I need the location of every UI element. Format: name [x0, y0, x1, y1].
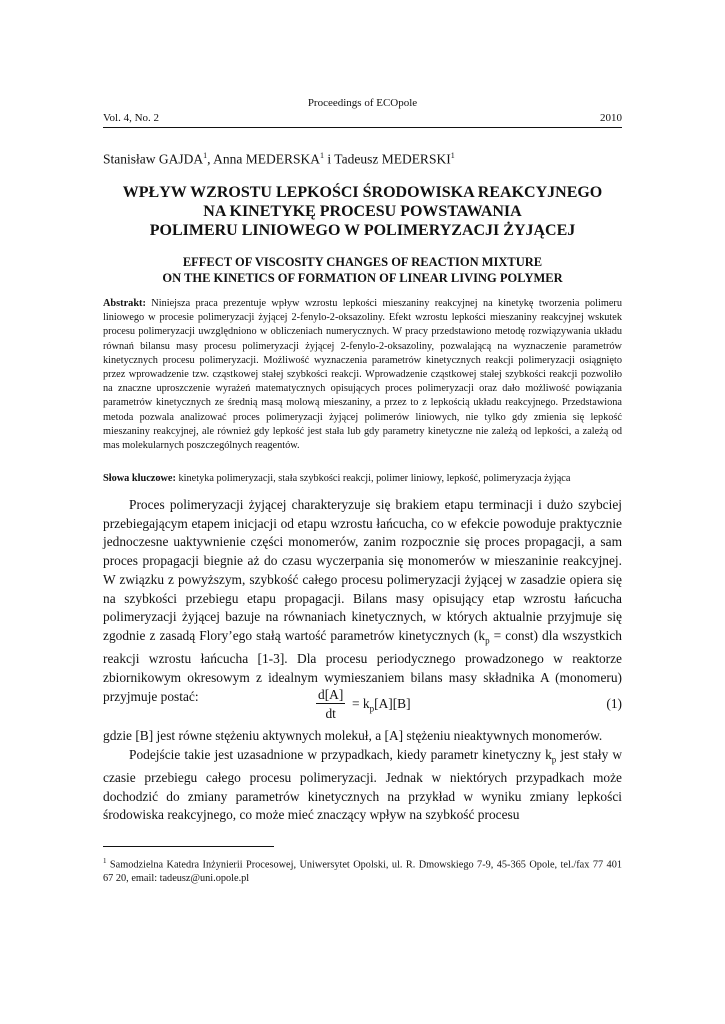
author-3-affiliation: 1	[450, 151, 455, 160]
paragraph	[103, 496, 622, 706]
author-separator: i	[324, 151, 335, 167]
author-2: Anna MEDERSKA	[213, 151, 321, 167]
title-polish	[103, 183, 622, 240]
paragraph-text: jest stały w czasie przebiegu całego procesu polimeryzacji. Jednak w niektórych przypadkach może dochodzić do zmiany parametrów kinetycznych na przykład w wyniku zmiany lepkości środowiska reakcyjnego, co może mieć znaczący wpływ na szybkość procesu	[103, 746, 622, 823]
title-polish-line: WPŁYW WZROSTU LEPKOŚCI ŚRODOWISKA REAKCYJNEGO	[122, 184, 603, 201]
subscript: p	[551, 754, 557, 765]
paragraph	[103, 746, 622, 825]
abstract-label: Abstrakt:	[103, 298, 146, 309]
abstract-text: Niniejsza praca prezentuje wpływ wzrostu lepkości mieszaniny reakcyjnej na kinetykę tworzenia polimeru liniowego w procesie polimeryzacji żyjącej 2-fenylo-2-oksazoliny. Efekt wzrostu lepkości mieszaniny reakcyjnej wskutek procesu polimeryzacji uwzględniono w obliczeniach numerycznych. W pracy przedstawiono metodę rozwiązywania układu równań bilansu masy procesu polimeryzacji żyjącej 2-fenylo-2-oksazoliny, pozwalającą na wyznaczenie parametrów kinetycznych procesu polimeryzacji. Możliwość wyznaczenia parametrów kinetycznych reakcji polimeryzacji osiągnięto przez wprowadzenie tzw. cząstkowej stałej szybkości reakcji. Wprowadzenie cząstkowej stałej szybkości reakcji pozwoliło na znaczne uproszczenie wyrażeń matematycznych opisujących proces polimeryzacji oraz dało możliwość powiązania parametrów kinetycznych ze średnią masą molową mieszaniny, a przez to z lepkością układu reakcyjnego. Przedstawiona metoda pozwala analizować proces polimeryzacji żyjącej polimerów liniowych, nie tylko gdy zmienia się lepkość mieszaniny reakcyjnej, ale również gdy lepkość jest stała lub gdy parametry kinetyczne nie zależą od lepkości, a zależą od mas molekularnych poszczególnych reagentów.	[103, 298, 623, 452]
subscript: p	[369, 703, 375, 714]
keywords-label: Słowa kluczowe:	[103, 473, 176, 484]
equation-denominator: dt	[325, 706, 336, 721]
header-rule	[103, 127, 622, 128]
equation-fraction	[316, 686, 345, 723]
equation-1	[103, 686, 622, 726]
author-1-affiliation: 1	[203, 151, 208, 160]
paragraph: gdzie [B] jest równe stężeniu aktywnych molekuł, a [A] stężeniu nieaktywnych monomerów.	[103, 728, 603, 743]
body-text-continued	[103, 727, 622, 825]
title-english	[103, 254, 622, 286]
author-2-affiliation: 1	[320, 151, 325, 160]
body-text-intro	[103, 496, 622, 706]
equation-text: = k	[352, 696, 370, 711]
equation-number: (1)	[606, 696, 622, 711]
author-3: Tadeusz MEDERSKI	[334, 151, 451, 167]
volume-number: Vol. 4, No. 2	[103, 112, 160, 124]
author-list	[103, 151, 622, 168]
author-separator: ,	[207, 151, 214, 167]
paragraph-text: Proces polimeryzacji żyjącej charakteryzuje się brakiem etapu terminacji i dużo szybciej przebiegającym etapem inicjacji od etapu wzrostu łańcucha, co w efekcie powoduje praktycznie jednoczesne uaktywnienie części monomerów, zanim rozpocznie się proces propagacji, a sam proces propagacji biegnie aż do czasu wyczerpania się monomerów w mieszaninie reakcyjnej. W związku z powyższym, szybkość całego procesu polimeryzacji żyjącej w zasadzie opiera się na szybkości przebiegu etapu propagacji. Bilans masy opisujący etap wzrostu łańcucha polimeryzacji żyjącej bazuje na równaniach kinetycznych, w których aktualnie przyjmuje się zgodnie z zasadą Flory’ego stałą wartość parametrów kinetycznych (k	[103, 497, 622, 643]
publication-year: 2010	[600, 112, 622, 124]
title-polish-line: NA KINETYKĘ PROCESU POWSTAWANIA	[203, 203, 522, 220]
equation-right-side	[352, 696, 411, 714]
paragraph-text: Podejście takie jest uzasadnione w przypadkach, kiedy parametr kinetyczny k	[129, 746, 552, 762]
equation-numerator: d[A]	[318, 687, 344, 702]
footnote-marker: 1	[103, 857, 107, 865]
title-english-line: ON THE KINETICS OF FORMATION OF LINEAR LIVING POLYMER	[162, 271, 563, 285]
author-1: Stanisław GAJDA	[103, 151, 204, 167]
subscript: p	[485, 635, 490, 646]
abstract	[103, 297, 622, 453]
volume-row	[103, 112, 622, 124]
keywords-text: kinetyka polimeryzacji, stała szybkości reakcji, polimer liniowy, lepkość, polimeryzacja żyjąca	[178, 473, 571, 484]
keywords	[103, 472, 622, 486]
equation-text: [A][B]	[374, 696, 411, 711]
title-english-line: EFFECT OF VISCOSITY CHANGES OF REACTION MIXTURE	[182, 255, 543, 269]
paragraph-text: = const) dla wszystkich reakcji wzrostu łańcucha [1-3]. Dla procesu periodycznego prowadzonego w reaktorze zbiornikowym okresowym z idealnym wymieszaniem bilans masy składnika A (monomeru) przyjmuje postać:	[103, 627, 622, 704]
footnote-rule	[103, 846, 274, 847]
title-polish-line: POLIMERU LINIOWEGO W POLIMERYZACJI ŻYJĄCEJ	[149, 222, 576, 239]
footnote	[103, 854, 622, 886]
journal-name: Proceedings of ECOpole	[307, 97, 418, 109]
footnote-text: Samodzielna Katedra Inżynierii Procesowej, Uniwersytet Opolski, ul. R. Dmowskiego 7-9, 45-365 Opole, tel./fax 77 401 67 20, email: tadeusz@uni.opole.pl	[103, 859, 622, 885]
